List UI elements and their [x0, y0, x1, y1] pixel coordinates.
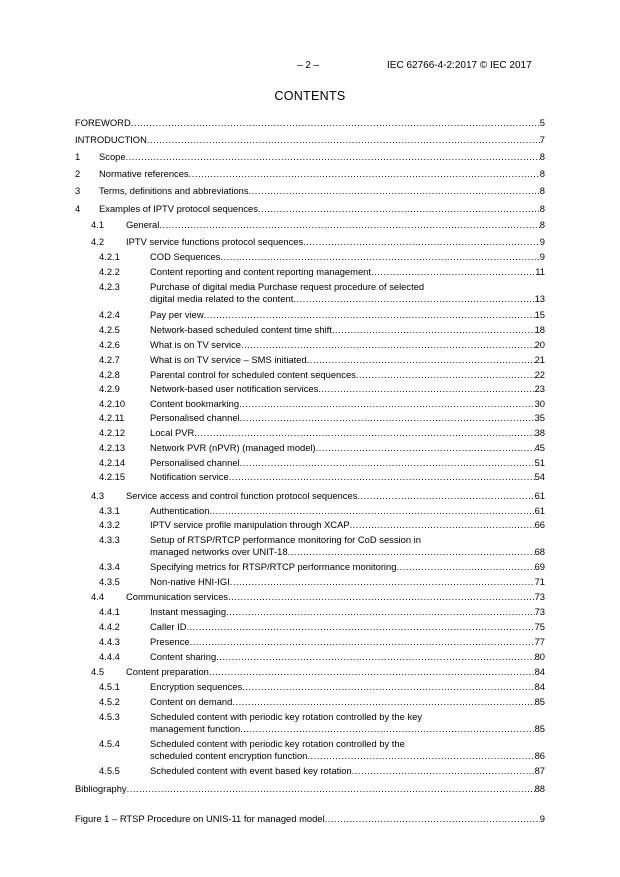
- dot-leader: [239, 398, 534, 409]
- toc-entry-title: Personalised channel: [150, 457, 240, 468]
- toc-entry-page: 20: [534, 339, 545, 350]
- dot-leader: [240, 412, 535, 423]
- toc-entry-title: Presence: [150, 636, 190, 647]
- toc-entry-number: 4.1: [91, 219, 105, 230]
- dot-leader: [242, 681, 534, 692]
- toc-entry-title: Specifying metrics for RTSP/RTCP performance monitoring: [150, 561, 397, 572]
- toc-entry-page: 21: [534, 354, 545, 365]
- toc-entry-number: 4.5.3: [99, 711, 120, 722]
- dot-leader: [332, 324, 535, 335]
- dot-leader: [352, 765, 535, 776]
- toc-entry-title: What is on TV service: [150, 339, 242, 350]
- toc-entry-number: 4.4.2: [99, 621, 120, 632]
- dot-leader: [220, 251, 539, 262]
- toc-entry-number: 4.5.1: [99, 681, 120, 692]
- toc-entry-page: 13: [534, 293, 545, 304]
- toc-entry-title: Content preparation: [126, 666, 209, 677]
- dot-leader: [216, 651, 534, 662]
- dot-leader: [307, 354, 535, 365]
- toc-entry-page: 80: [534, 651, 545, 662]
- dot-leader: [226, 606, 534, 617]
- toc-entry-number: 4.3.4: [99, 561, 120, 572]
- toc-entry-number: 4.3: [91, 490, 105, 501]
- dot-leader: [209, 505, 534, 516]
- dot-leader: [230, 576, 535, 587]
- toc-entry-title: Content sharing: [150, 651, 217, 662]
- toc-entry-page: 35: [534, 412, 545, 423]
- dot-leader: [126, 151, 540, 162]
- toc-entry-title: Encryption sequences: [150, 681, 243, 692]
- toc-entry-page: 18: [534, 324, 545, 335]
- toc-entry-page: 71: [534, 576, 545, 587]
- toc-entry-number: 4.2: [91, 236, 105, 247]
- toc-entry-page: 84: [534, 681, 545, 692]
- dot-leader: [204, 309, 535, 320]
- toc-entry-page: 22: [534, 369, 545, 380]
- toc-entry-page: 30: [534, 398, 545, 409]
- toc-entry-page: 88: [534, 783, 545, 794]
- toc-entry-title: Network-based scheduled content time shift: [150, 324, 332, 335]
- toc-entry-title: Non-native HNI-IGI: [150, 576, 230, 587]
- toc-entry-title: IPTV service functions protocol sequences: [126, 236, 304, 247]
- dot-leader: [240, 457, 535, 468]
- toc-entry-title: Normative references: [99, 168, 189, 179]
- toc-entry-number: 4.2.1: [99, 251, 120, 262]
- dot-leader: [194, 427, 534, 438]
- toc-entry-number: 4.2.6: [99, 339, 120, 350]
- dot-leader: [307, 750, 534, 761]
- dot-leader: [303, 236, 540, 247]
- toc-entry-title: Pay per view: [150, 309, 204, 320]
- toc-entry-number: 4.4.3: [99, 636, 120, 647]
- toc-entry-number: 4: [75, 203, 81, 214]
- toc-entry-page: 86: [534, 750, 545, 761]
- toc-entry-page: 8: [539, 151, 545, 162]
- toc-entry-title: Network-based user notification services: [150, 383, 319, 394]
- toc-entry-title: Caller ID: [150, 621, 187, 632]
- toc-entry-page: 68: [534, 546, 545, 557]
- toc-entry-number: 4.2.12: [99, 427, 126, 438]
- toc-entry-page: 66: [534, 519, 545, 530]
- toc-entry-number: 4.2.13: [99, 442, 126, 453]
- toc-entry-page: 8: [539, 185, 545, 196]
- dot-leader: [350, 519, 535, 530]
- toc-entry-page: 51: [534, 457, 545, 468]
- toc-entry-page: 8: [539, 203, 545, 214]
- toc-entry-title: Terms, definitions and abbreviations: [99, 185, 249, 196]
- dot-leader: [229, 471, 535, 482]
- toc-entry-page: 8: [539, 168, 545, 179]
- toc-entry-page: 73: [534, 591, 545, 602]
- toc-entry-number: 4.2.5: [99, 324, 120, 335]
- toc-entry-page: 38: [534, 427, 545, 438]
- toc-entry-title: management function: [150, 723, 241, 734]
- standard-reference: IEC 62766-4-2:2017 © IEC 2017: [387, 60, 532, 71]
- toc-entry-title: Notification service: [150, 471, 229, 482]
- toc-entry-title: digital media related to the content: [150, 293, 294, 304]
- toc-entry-title: Instant messaging: [150, 606, 227, 617]
- dot-leader: [357, 490, 534, 501]
- toc-entry-page: 11: [535, 266, 545, 277]
- dot-leader: [288, 546, 535, 557]
- dot-leader: [325, 813, 540, 824]
- toc-entry-page: 45: [534, 442, 545, 453]
- toc-entry-number: 4.2.4: [99, 309, 120, 320]
- dot-leader: [159, 219, 539, 230]
- toc-entry-page: 87: [534, 765, 545, 776]
- dot-leader: [209, 666, 535, 677]
- dot-leader: [318, 383, 534, 394]
- toc-entry-number: 1: [75, 151, 81, 162]
- toc-entry-number: 4.5: [91, 666, 105, 677]
- toc-entry-number: 4.2.2: [99, 266, 120, 277]
- toc-entry-page: 23: [534, 383, 545, 394]
- dot-leader: [371, 266, 535, 277]
- dot-leader: [228, 591, 534, 602]
- toc-entry-title: Local PVR: [150, 427, 195, 438]
- toc-entry-page: 9: [539, 813, 545, 824]
- dot-leader: [189, 168, 540, 179]
- dot-leader: [131, 117, 540, 128]
- toc-entry-title: IPTV service profile manipulation through XCAP: [150, 519, 350, 530]
- toc-entry-number: 4.2.14: [99, 457, 126, 468]
- toc-entry-title: Network PVR (nPVR) (managed model): [150, 442, 316, 453]
- toc-entry-number: 4.4.1: [99, 606, 120, 617]
- toc-entry-number: 4.2.11: [99, 412, 125, 423]
- toc-entry-title: Setup of RTSP/RTCP performance monitoring for CoD session in: [150, 534, 421, 545]
- toc-entry-page: 5: [539, 117, 545, 128]
- toc-entry-title: Examples of IPTV protocol sequences: [99, 203, 258, 214]
- toc-entry-title: What is on TV service – SMS initiated: [150, 354, 307, 365]
- toc-entry-title: Figure 1 – RTSP Procedure on UNIS-11 for managed model: [75, 813, 325, 824]
- toc-entry-page: 61: [534, 505, 545, 516]
- toc-entry-number: 4.2.15: [99, 471, 126, 482]
- toc-entry-number: 4.2.10: [99, 398, 126, 409]
- dot-leader: [258, 203, 540, 214]
- toc-entry-number: 4.5.5: [99, 765, 120, 776]
- toc-entry-number: 4.2.3: [99, 281, 120, 292]
- toc-entry-page: 85: [534, 696, 545, 707]
- toc-entry-page: 85: [534, 723, 545, 734]
- dot-leader: [232, 696, 534, 707]
- toc-entry-number: 4.2.7: [99, 354, 120, 365]
- toc-entry-title: Communication services: [126, 591, 229, 602]
- toc-entry-page: 8: [539, 219, 545, 230]
- toc-entry-number: 4.3.3: [99, 534, 120, 545]
- toc-entry-title: Purchase of digital media Purchase request procedure of selected: [150, 281, 425, 292]
- toc-entry-page: 15: [534, 309, 545, 320]
- toc-entry-title: INTRODUCTION: [75, 134, 147, 145]
- dot-leader: [396, 561, 534, 572]
- dot-leader: [190, 636, 535, 647]
- toc-entry-page: 77: [534, 636, 545, 647]
- toc-entry-page: 9: [539, 251, 545, 262]
- toc-entry-number: 4.4.4: [99, 651, 120, 662]
- toc-entry-number: 4.2.8: [99, 369, 120, 380]
- toc-entry-number: 3: [75, 185, 81, 196]
- toc-entry-number: 4.3.1: [99, 505, 120, 516]
- dot-leader: [240, 723, 534, 734]
- toc-entry-title: COD Sequences: [150, 251, 221, 262]
- toc-entry-page: 73: [534, 606, 545, 617]
- toc-entry-title: Bibliography: [75, 783, 127, 794]
- toc-entry-title: Scope: [99, 151, 126, 162]
- toc-entry-page: 75: [534, 621, 545, 632]
- toc-entry-number: 4.4: [91, 591, 105, 602]
- contents-title: CONTENTS: [274, 89, 346, 103]
- dot-leader: [316, 442, 535, 453]
- dot-leader: [356, 369, 535, 380]
- toc-entry-title: Scheduled content with event based key rotation: [150, 765, 352, 776]
- toc-entry-title: Content reporting and content reporting management: [150, 266, 371, 277]
- dot-leader: [147, 134, 540, 145]
- toc-entry-number: 4.3.5: [99, 576, 120, 587]
- page-number: – 2 –: [297, 60, 320, 71]
- toc-entry-title: Authentication: [150, 505, 210, 516]
- toc-entry-page: 69: [534, 561, 545, 572]
- dot-leader: [293, 293, 534, 304]
- toc-entry-page: 7: [539, 134, 545, 145]
- dot-leader: [241, 339, 535, 350]
- dot-leader: [186, 621, 534, 632]
- toc-entry-number: 4.5.2: [99, 696, 120, 707]
- toc-entry-page: 61: [534, 490, 545, 501]
- toc-entry-title: scheduled content encryption function: [150, 750, 308, 761]
- toc-entry-title: Scheduled content with periodic key rotation controlled by the key: [150, 711, 423, 722]
- toc-entry-title: FOREWORD: [75, 117, 131, 128]
- toc-entry-title: managed networks over UNIT-18: [150, 546, 288, 557]
- toc-entry-title: Scheduled content with periodic key rotation controlled by the: [150, 738, 405, 749]
- dot-leader: [249, 185, 540, 196]
- toc-entry-page: 54: [534, 471, 545, 482]
- toc-entry-page: 84: [534, 666, 545, 677]
- toc-entry-page: 9: [539, 236, 545, 247]
- dot-leader: [127, 783, 535, 794]
- toc-entry-title: Parental control for scheduled content sequences: [150, 369, 356, 380]
- toc-entry-number: 4.5.4: [99, 738, 120, 749]
- toc-entry-title: Content bookmarking: [150, 398, 240, 409]
- toc-entry-title: Service access and control function protocol sequences: [126, 490, 358, 501]
- toc-entry-number: 2: [75, 168, 81, 179]
- toc-entry-title: Personalised channel: [150, 412, 240, 423]
- toc-entry-number: 4.3.2: [99, 519, 120, 530]
- toc-entry-number: 4.2.9: [99, 383, 120, 394]
- toc-entry-title: Content on demand: [150, 696, 233, 707]
- toc-entry-title: General: [126, 219, 160, 230]
